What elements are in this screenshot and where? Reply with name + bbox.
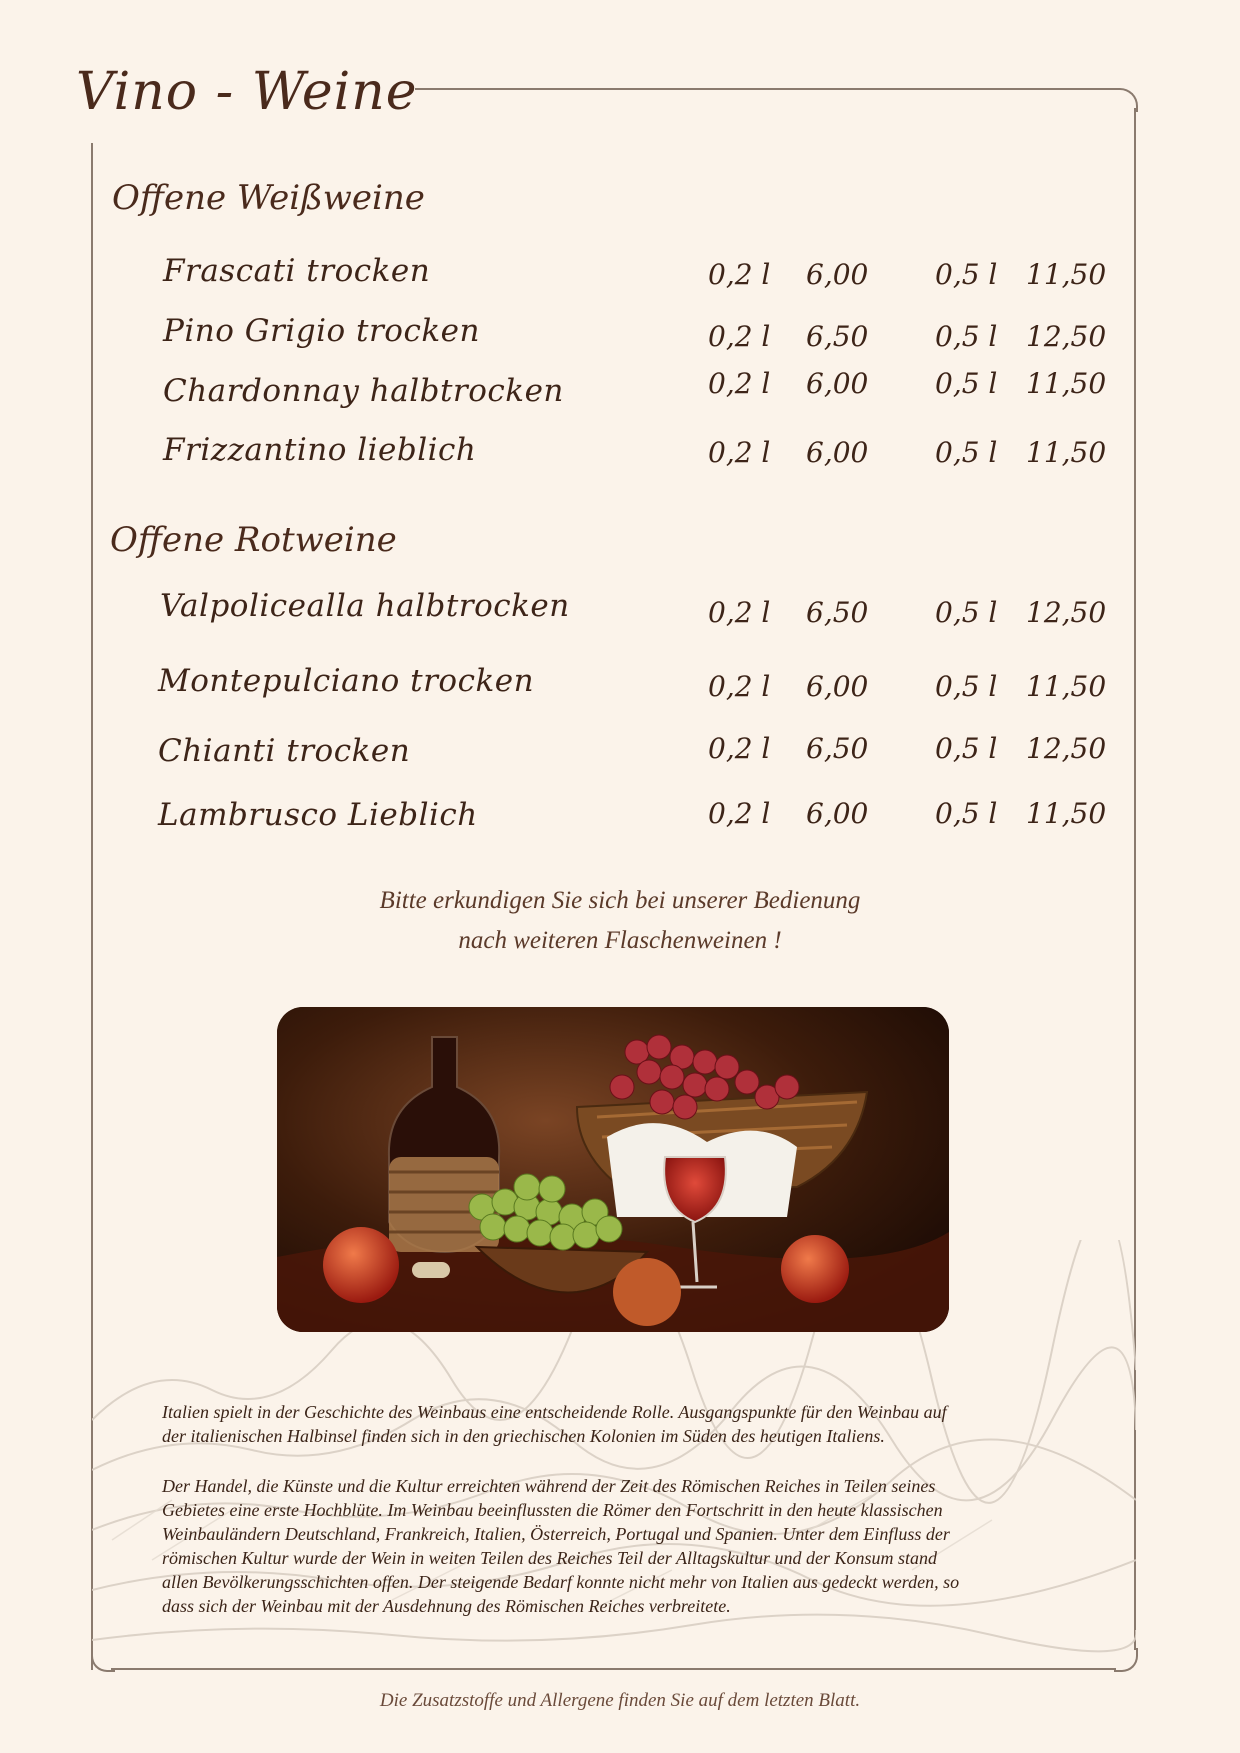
- history-paragraph-2: [162, 1474, 1062, 1618]
- frame-top-line: [415, 88, 1119, 90]
- large-price: 11,50: [1026, 436, 1107, 469]
- wine-name: Frizzantino lieblich: [163, 432, 477, 468]
- text-line: Der Handel, die Künste und die Kultur erreichten während der Zeit des Römischen Reiches in Teilen seines: [162, 1476, 936, 1496]
- wine-name: Valpolicealla halbtrocken: [160, 588, 570, 624]
- large-price: 12,50: [1026, 596, 1107, 629]
- text-line: allen Bevölkerungsschichten offen. Der steigende Bedarf konnte nicht mehr von Italien aus gedeckt werden, so: [162, 1572, 960, 1592]
- wine-name: Frascati trocken: [163, 253, 431, 289]
- bottle-wine-note-line2: nach weiteren Flaschenweinen !: [458, 927, 782, 954]
- small-size: 0,2 l: [708, 258, 771, 291]
- large-price: 11,50: [1026, 797, 1107, 830]
- text-line: Weinbauländern Deutschland, Frankreich, Italien, Österreich, Portugal und Spanien. Unter dem Einfluss der: [162, 1524, 950, 1544]
- large-size: 0,5 l: [935, 367, 998, 400]
- wine-still-life-image: [277, 1007, 949, 1332]
- text-line: Italien spielt in der Geschichte des Weinbaus eine entscheidende Rolle. Ausgangspunkte für den Weinbau auf: [162, 1402, 947, 1422]
- wine-name: Chianti trocken: [158, 733, 411, 769]
- text-line: dass sich der Weinbau mit der Ausdehnung des Römischen Reiches verbreitete.: [162, 1596, 731, 1616]
- page-title: Vino - Weine: [76, 62, 418, 122]
- large-price: 12,50: [1026, 320, 1107, 353]
- text-line: römischen Kultur wurde der Wein in weiten Teilen des Reiches Teil der Alltagskultur und der Konsum stand: [162, 1548, 937, 1568]
- small-size: 0,2 l: [708, 797, 771, 830]
- small-size: 0,2 l: [708, 367, 771, 400]
- large-size: 0,5 l: [935, 732, 998, 765]
- section-title-white-wines: Offene Weißweine: [112, 178, 425, 218]
- small-price: 6,00: [806, 367, 869, 400]
- small-size: 0,2 l: [708, 670, 771, 703]
- large-size: 0,5 l: [935, 320, 998, 353]
- text-line: Gebietes eine erste Hochblüte. Im Weinbau beeinflussten die Römer den Fortschritt in den heute klassischen: [162, 1500, 943, 1520]
- bottle-wine-note-line1: Bitte erkundigen Sie sich bei unserer Bedienung: [379, 887, 861, 914]
- large-price: 11,50: [1026, 258, 1107, 291]
- small-size: 0,2 l: [708, 596, 771, 629]
- small-price: 6,00: [806, 670, 869, 703]
- large-price: 11,50: [1026, 367, 1107, 400]
- wine-name: Chardonnay halbtrocken: [163, 373, 564, 409]
- small-price: 6,00: [806, 436, 869, 469]
- small-price: 6,00: [806, 258, 869, 291]
- large-size: 0,5 l: [935, 258, 998, 291]
- section-title-red-wines: Offene Rotweine: [110, 520, 397, 560]
- small-size: 0,2 l: [708, 320, 771, 353]
- wine-name: Lambrusco Lieblich: [158, 797, 478, 833]
- wine-name: Montepulciano trocken: [158, 663, 535, 699]
- text-line: der italienischen Halbinsel finden sich in den griechischen Kolonien im Süden des heutigen Italiens.: [162, 1426, 885, 1446]
- small-price: 6,50: [806, 320, 869, 353]
- large-price: 12,50: [1026, 732, 1107, 765]
- allergen-footer-note: Die Zusatzstoffe und Allergene finden Sie auf dem letzten Blatt.: [379, 1690, 861, 1711]
- small-price: 6,50: [806, 732, 869, 765]
- wine-name: Pino Grigio trocken: [163, 313, 480, 349]
- small-size: 0,2 l: [708, 732, 771, 765]
- large-size: 0,5 l: [935, 596, 998, 629]
- small-price: 6,00: [806, 797, 869, 830]
- history-paragraph-1: [162, 1400, 1062, 1448]
- large-size: 0,5 l: [935, 670, 998, 703]
- large-price: 11,50: [1026, 670, 1107, 703]
- large-size: 0,5 l: [935, 436, 998, 469]
- small-size: 0,2 l: [708, 436, 771, 469]
- small-price: 6,50: [806, 596, 869, 629]
- large-size: 0,5 l: [935, 797, 998, 830]
